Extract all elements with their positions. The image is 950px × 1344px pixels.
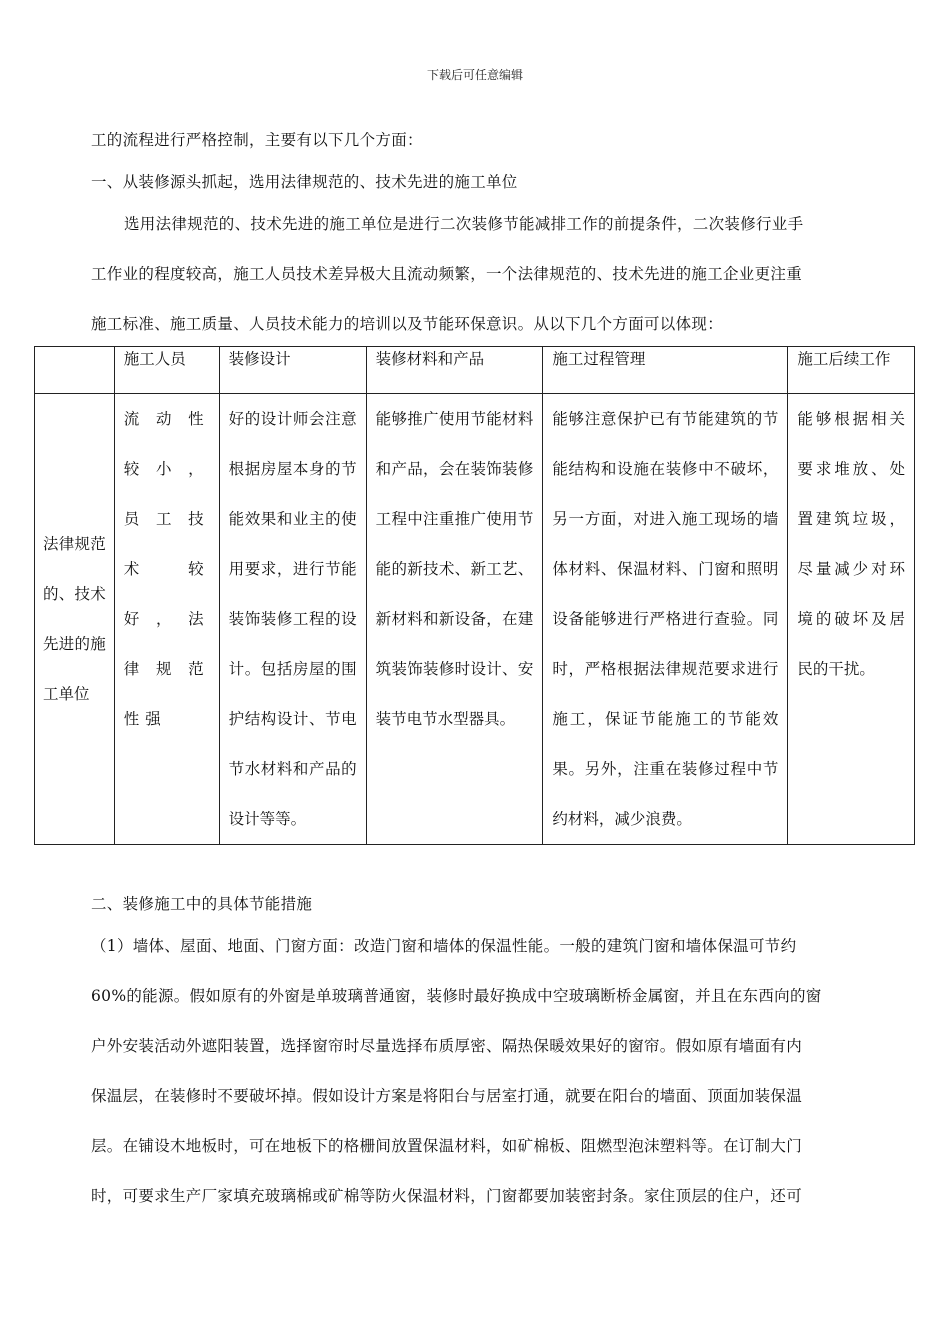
page-header-note: 下载后可任意编辑 — [426, 68, 523, 82]
table-header-cell: 装修材料和产品 — [366, 347, 543, 394]
table-header-cell: 装修设计 — [219, 347, 366, 394]
paragraph-line-2: 工作业的程度较高，施工人员技术差异极大且流动频繁，一个法律规范的、技术先进的施工企业更注重 — [91, 265, 803, 283]
table-cell: 能够注意保护已有节能建筑的节能结构和设施在装修中不破坏，另一方面，对进入施工现场的墙体材料、保温材料、门窗和照明设备能够进行严格进行查验。同时，严格根据法律规范要求进行施工，保证节能施工的节能效果。另外，注重在装修过程中节约材料，减少浪费。 — [543, 394, 788, 845]
table-row — [35, 394, 915, 845]
table-header-cell: 施工后续工作 — [788, 347, 915, 394]
paragraph-line: （1）墙体、屋面、地面、门窗方面：改造门窗和墙体的保温性能。一般的建筑门窗和墙体保温可节约 — [91, 937, 797, 955]
table-cell: 能够推广使用节能材料和产品，会在装饰装修工程中注重推广使用节能的新技术、新工艺、新材料和新设备，在建筑装饰装修时设计、安装节电节水型器具。 — [366, 394, 543, 845]
comparison-table — [34, 346, 915, 845]
table-header-empty — [35, 347, 115, 394]
paragraph-line: 保温层，在装修时不要破坏掉。假如设计方案是将阳台与居室打通，就要在阳台的墙面、顶面加装保温 — [91, 1087, 803, 1105]
table-row-label: 法律规范的、技术先进的施工单位 — [35, 394, 115, 845]
table-header-row — [35, 347, 915, 394]
table-cell: 能够根据相关要求堆放、处置建筑垃圾，尽量减少对环境的破坏及居民的干扰。 — [788, 394, 915, 845]
section-heading-2: 二、装修施工中的具体节能措施 — [91, 895, 313, 913]
paragraph-line: 60%的能源。假如原有的外窗是单玻璃普通窗，装修时最好换成中空玻璃断桥金属窗，并且在东西向的窗 — [91, 987, 822, 1005]
section-heading-1: 一、从装修源头抓起，选用法律规范的、技术先进的施工单位 — [91, 173, 518, 191]
table-cell: 流动性较小，员工技术较好，法律规范性强 — [114, 394, 219, 845]
paragraph-line: 户外安装活动外遮阳装置，选择窗帘时尽量选择布质厚密、隔热保暖效果好的窗帘。假如原有墙面有内 — [91, 1037, 803, 1055]
paragraph-line-3: 施工标准、施工质量、人员技术能力的培训以及节能环保意识。从以下几个方面可以体现： — [91, 315, 724, 333]
table-header-cell: 施工过程管理 — [543, 347, 788, 394]
paragraph-line: 时，可要求生产厂家填充玻璃棉或矿棉等防火保温材料，门窗都要加装密封条。家住顶层的住户，还可 — [91, 1187, 803, 1205]
table-cell: 好的设计师会注意根据房屋本身的节能效果和业主的使用要求，进行节能装饰装修工程的设计。包括房屋的围护结构设计、节电节水材料和产品的设计等等。 — [219, 394, 366, 845]
paragraph-line-1: 选用法律规范的、技术先进的施工单位是进行二次装修节能减排工作的前提条件，二次装修行业手 — [124, 215, 804, 233]
intro-line: 工的流程进行严格控制，主要有以下几个方面： — [91, 131, 423, 149]
paragraph-line: 层。在铺设木地板时，可在地板下的格栅间放置保温材料，如矿棉板、阻燃型泡沫塑料等。在订制大门 — [91, 1137, 803, 1155]
table-header-cell: 施工人员 — [114, 347, 219, 394]
